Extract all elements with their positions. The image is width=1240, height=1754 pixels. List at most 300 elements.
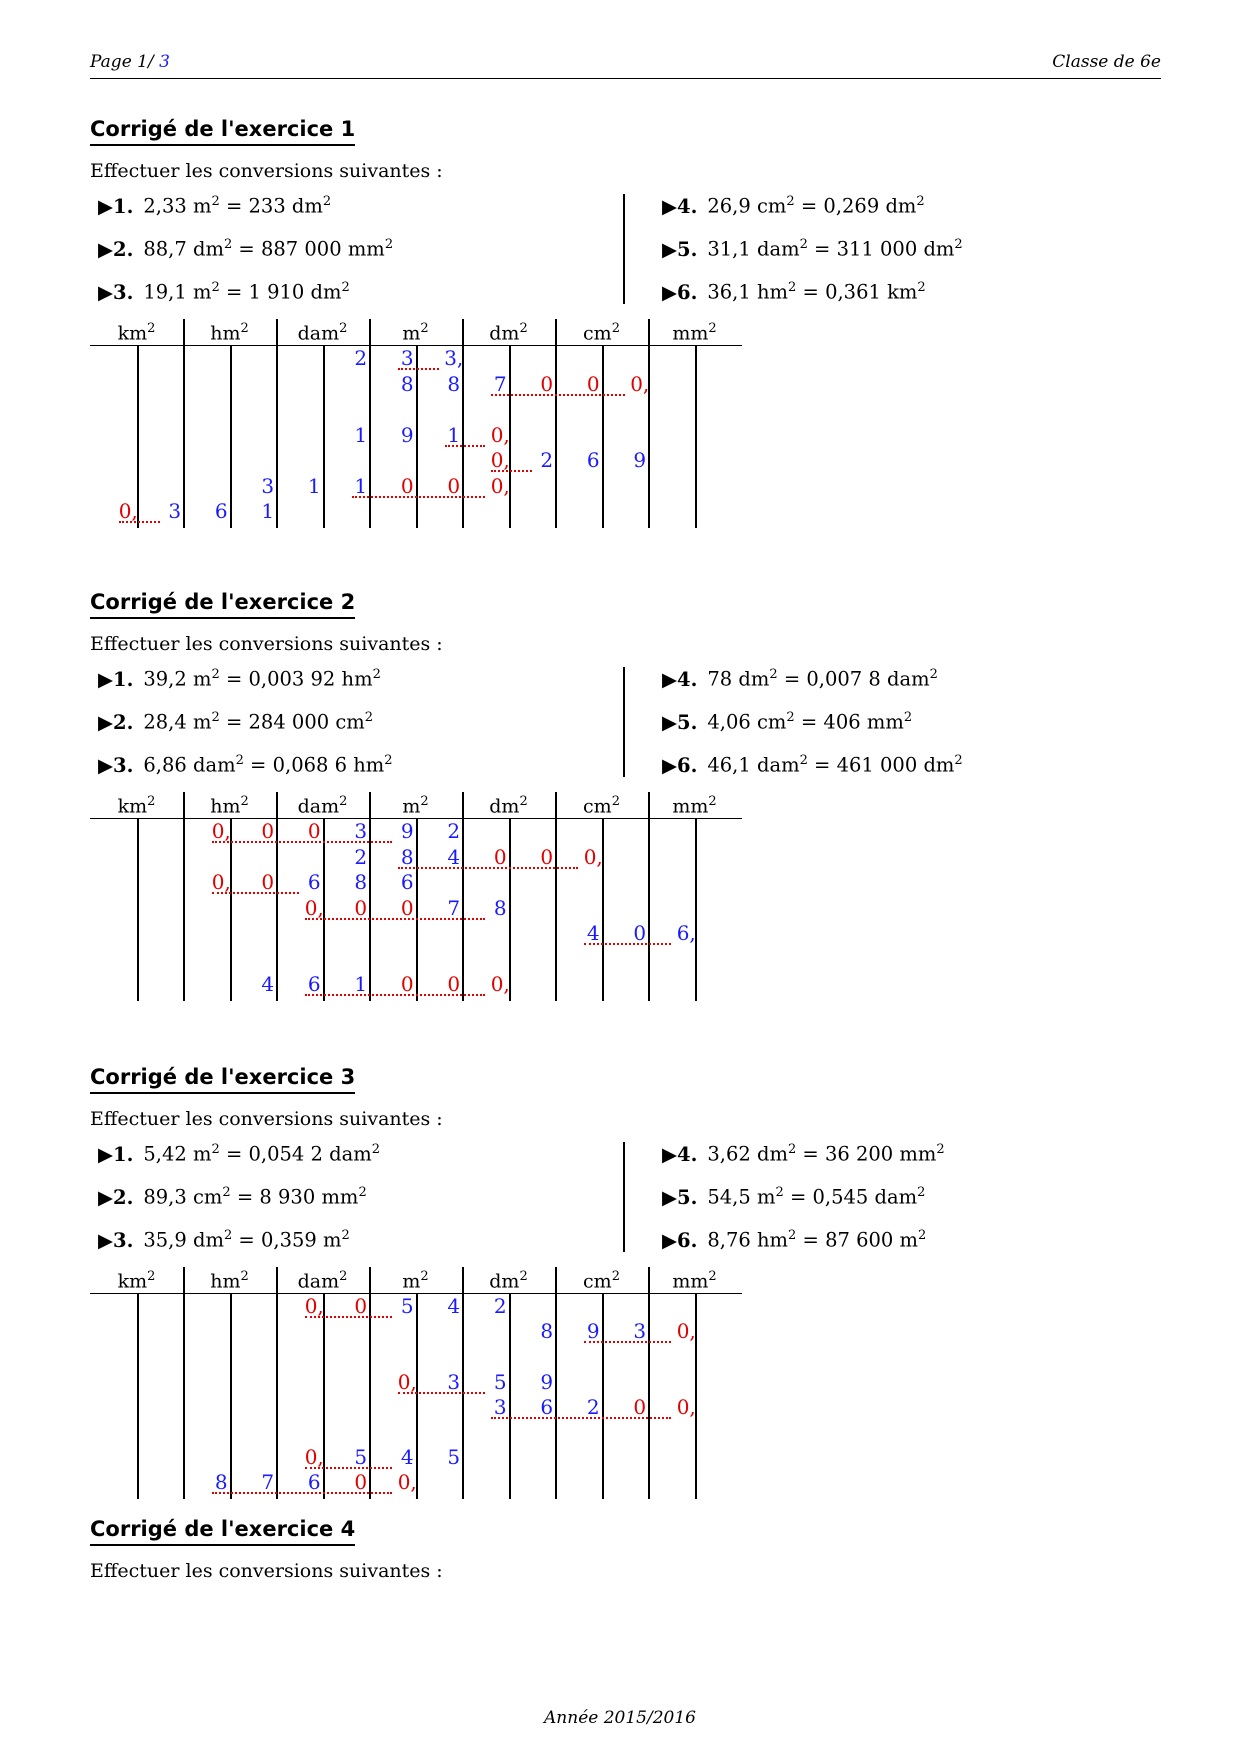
item-lhs-exponent: 2 xyxy=(769,667,778,682)
unit-exponent: 2 xyxy=(708,794,717,809)
item-rhs-exponent: 2 xyxy=(341,1228,350,1243)
digit-cell: 4 xyxy=(586,921,600,945)
column-header-mm2 xyxy=(648,1269,741,1292)
digit-cell: 6 xyxy=(540,1394,554,1419)
item-number-text: 4. xyxy=(677,667,698,691)
exercise-instruction: Effectuer les conversions suivantes : xyxy=(90,633,443,655)
conversion-item xyxy=(662,1142,945,1166)
conversion-item xyxy=(98,753,393,777)
unit-divider xyxy=(183,792,185,1001)
item-rhs: 0,054 2 dam xyxy=(248,1142,372,1166)
item-rhs: 87 600 m xyxy=(825,1228,918,1252)
column-separator xyxy=(623,194,625,304)
item-lhs: 31,1 dam xyxy=(707,237,800,261)
digit-cell: 5 xyxy=(400,1294,414,1318)
digit-divider xyxy=(137,1293,139,1499)
digit-cell: 0, xyxy=(211,819,231,843)
conversion-item xyxy=(98,194,331,218)
conversion-item xyxy=(662,667,938,691)
digit-cell: 0, xyxy=(490,972,510,996)
conversion-item xyxy=(662,194,925,218)
unit-label: dam xyxy=(297,795,340,818)
item-number-text: 5. xyxy=(677,1185,698,1209)
digit-cell: 2 xyxy=(493,1294,507,1318)
decimal-shift-arrow xyxy=(491,470,532,472)
item-lhs: 35,9 dm xyxy=(143,1228,224,1252)
item-lhs: 88,7 dm xyxy=(143,237,224,261)
item-lhs: 2,33 m xyxy=(143,194,212,218)
item-lhs-exponent: 2 xyxy=(786,194,795,209)
item-number-text: 4. xyxy=(677,1142,698,1166)
column-header-mm2 xyxy=(648,794,741,817)
item-number-text: 1. xyxy=(113,667,134,691)
conversion-item xyxy=(98,237,393,261)
unit-exponent: 2 xyxy=(240,1269,249,1284)
digit-cell: 4 xyxy=(261,972,275,996)
item-number: ▶1. xyxy=(98,667,134,691)
digit-cell: 0 xyxy=(586,371,600,396)
decimal-shift-arrow xyxy=(445,445,486,447)
digit-cell: 6, xyxy=(676,921,696,945)
item-lhs-exponent: 2 xyxy=(786,710,795,725)
item-number-text: 3. xyxy=(113,1228,134,1252)
digit-cell: 6 xyxy=(586,448,600,472)
item-lhs-exponent: 2 xyxy=(235,753,244,768)
digit-cell: 0 xyxy=(307,819,321,843)
class-label: Classe de 6e xyxy=(1052,52,1161,72)
item-lhs: 36,1 hm xyxy=(707,280,789,304)
decimal-shift-arrow xyxy=(305,918,485,920)
digit-cell: 6 xyxy=(307,972,321,996)
conversion-item xyxy=(98,280,350,304)
digit-cell: 7 xyxy=(493,371,507,396)
item-number: ▶4. xyxy=(662,194,698,218)
column-header-km2 xyxy=(90,321,183,344)
digit-cell: 2 xyxy=(586,1394,600,1419)
digit-divider xyxy=(137,818,139,1001)
item-number-text: 2. xyxy=(113,237,134,261)
item-rhs: 0,003 92 hm xyxy=(248,667,373,691)
digit-divider xyxy=(230,1293,232,1499)
column-header-hm2 xyxy=(183,794,276,817)
item-number: ▶2. xyxy=(98,710,134,734)
item-number: ▶5. xyxy=(662,1185,698,1209)
unit-divider xyxy=(183,319,185,528)
unit-divider xyxy=(555,792,557,1001)
exercise-4 xyxy=(90,1517,1161,1597)
item-rhs: 1 910 dm xyxy=(248,280,342,304)
digit-cell: 0, xyxy=(304,1445,324,1470)
decimal-shift-arrow xyxy=(352,496,486,498)
unit-divider xyxy=(555,319,557,528)
exercise-3 xyxy=(90,1065,1161,1495)
page-header xyxy=(90,52,1161,79)
exercise-2 xyxy=(90,590,1161,1010)
column-separator xyxy=(623,1142,625,1252)
item-lhs: 46,1 dam xyxy=(707,753,800,777)
equals-sign: = xyxy=(777,667,807,691)
digit-cell: 9 xyxy=(400,422,414,447)
unit-label: mm xyxy=(672,795,709,818)
unit-label: km xyxy=(117,1270,148,1293)
item-number: ▶5. xyxy=(662,710,698,734)
conversion-table xyxy=(90,317,742,528)
decimal-shift-arrow xyxy=(119,521,160,523)
item-number: ▶5. xyxy=(662,237,698,261)
item-lhs: 3,62 dm xyxy=(707,1142,788,1166)
digit-cell: 0 xyxy=(400,473,414,498)
unit-divider xyxy=(648,319,650,528)
item-rhs-exponent: 2 xyxy=(903,710,913,725)
item-lhs-exponent: 2 xyxy=(223,1228,233,1243)
digit-cell: 3, xyxy=(444,346,464,370)
equals-sign: = xyxy=(230,1185,260,1209)
digit-cell: 4 xyxy=(447,844,461,869)
digit-cell: 9 xyxy=(586,1319,600,1344)
item-rhs: 36 200 mm xyxy=(824,1142,937,1166)
column-header-dam2 xyxy=(276,321,369,344)
item-lhs-exponent: 2 xyxy=(211,667,220,682)
unit-exponent: 2 xyxy=(708,321,717,336)
conversion-item xyxy=(98,1142,380,1166)
item-rhs-exponent: 2 xyxy=(917,1228,927,1243)
column-header-dm2 xyxy=(462,794,555,817)
decimal-shift-arrow xyxy=(305,994,485,996)
item-lhs-exponent: 2 xyxy=(222,1185,231,1200)
unit-label: hm xyxy=(210,795,241,818)
equals-sign: = xyxy=(796,1142,825,1166)
item-number: ▶2. xyxy=(98,237,134,261)
item-number: ▶1. xyxy=(98,1142,134,1166)
item-number-text: 2. xyxy=(113,710,134,734)
digit-cell: 1 xyxy=(354,422,368,447)
item-number: ▶3. xyxy=(98,280,134,304)
digit-cell: 0 xyxy=(447,473,461,498)
unit-divider xyxy=(648,1267,650,1499)
conversion-item xyxy=(98,710,373,734)
item-lhs: 6,86 dam xyxy=(143,753,236,777)
item-rhs: 887 000 mm xyxy=(260,237,385,261)
item-lhs: 54,5 m xyxy=(707,1185,776,1209)
conversion-item xyxy=(662,1228,926,1252)
item-number-text: 2. xyxy=(113,1185,134,1209)
unit-exponent: 2 xyxy=(611,1269,620,1284)
item-lhs: 19,1 m xyxy=(143,280,212,304)
item-lhs: 78 dm xyxy=(707,667,770,691)
column-separator xyxy=(623,667,625,777)
item-rhs: 0,068 6 hm xyxy=(272,753,385,777)
equals-sign: = xyxy=(232,1228,261,1252)
decimal-shift-arrow xyxy=(305,1467,392,1469)
item-number-text: 5. xyxy=(677,237,698,261)
digit-cell: 1 xyxy=(307,473,321,498)
decimal-shift-arrow xyxy=(398,867,578,869)
equals-sign: = xyxy=(807,237,837,261)
item-number-text: 6. xyxy=(677,753,698,777)
item-lhs-exponent: 2 xyxy=(211,1142,220,1157)
unit-label: mm xyxy=(672,322,709,345)
item-rhs: 0,269 dm xyxy=(823,194,917,218)
digit-cell: 8 xyxy=(493,895,507,920)
digit-cell: 2 xyxy=(540,448,554,472)
unit-divider xyxy=(648,792,650,1001)
unit-exponent: 2 xyxy=(147,794,156,809)
digit-cell: 0, xyxy=(490,422,510,447)
unit-label: m xyxy=(402,1270,421,1293)
digit-cell: 0, xyxy=(397,1470,417,1495)
unit-divider xyxy=(183,1267,185,1499)
digit-cell: 0, xyxy=(304,1294,324,1318)
digit-cell: 8 xyxy=(447,371,461,396)
equals-sign: = xyxy=(219,710,249,734)
digit-cell: 0 xyxy=(493,844,507,869)
digit-cell: 0 xyxy=(447,972,461,996)
item-number-text: 4. xyxy=(677,194,698,218)
decimal-shift-arrow xyxy=(305,1316,392,1318)
digit-cell: 9 xyxy=(633,448,647,472)
item-number: ▶6. xyxy=(662,280,698,304)
unit-exponent: 2 xyxy=(147,321,156,336)
digit-cell: 5 xyxy=(493,1369,507,1394)
item-rhs-exponent: 2 xyxy=(916,194,925,209)
item-lhs-exponent: 2 xyxy=(775,1185,784,1200)
digit-cell: 6 xyxy=(307,870,321,894)
item-rhs-exponent: 2 xyxy=(372,667,381,682)
decimal-shift-arrow xyxy=(212,1492,392,1494)
item-number-text: 1. xyxy=(113,194,134,218)
digit-cell: 0, xyxy=(490,448,510,472)
digit-cell: 2 xyxy=(354,346,368,370)
conversion-item xyxy=(662,753,963,777)
conversion-item xyxy=(98,1185,367,1209)
item-lhs: 28,4 m xyxy=(143,710,212,734)
digit-cell: 1 xyxy=(354,473,368,498)
digit-cell: 0 xyxy=(633,921,647,945)
column-header-dm2 xyxy=(462,1269,555,1292)
equals-sign: = xyxy=(783,1185,813,1209)
item-rhs: 0,361 km xyxy=(825,280,918,304)
digit-cell: 8 xyxy=(354,870,368,894)
item-number-text: 3. xyxy=(113,753,134,777)
conversion-item xyxy=(662,237,963,261)
page-footer: Année 2015/2016 xyxy=(544,1708,696,1728)
digit-cell: 0, xyxy=(304,895,324,920)
unit-label: cm xyxy=(583,795,612,818)
item-lhs-exponent: 2 xyxy=(223,237,233,252)
unit-label: dam xyxy=(297,1270,340,1293)
item-lhs-exponent: 2 xyxy=(211,710,220,725)
digit-cell: 3 xyxy=(493,1394,507,1419)
exercise-title: Corrigé de l'exercice 1 xyxy=(90,117,355,146)
unit-label: cm xyxy=(583,322,612,345)
digit-cell: 0 xyxy=(354,895,368,920)
item-number-text: 6. xyxy=(677,1228,698,1252)
unit-exponent: 2 xyxy=(420,794,429,809)
item-rhs-exponent: 2 xyxy=(936,1142,945,1157)
item-lhs: 5,42 m xyxy=(143,1142,212,1166)
decimal-shift-arrow xyxy=(491,1417,671,1419)
item-rhs-exponent: 2 xyxy=(384,753,393,768)
digit-divider xyxy=(230,818,232,1001)
item-rhs-exponent: 2 xyxy=(954,753,963,768)
digit-divider xyxy=(323,345,325,528)
item-rhs-exponent: 2 xyxy=(954,237,963,252)
decimal-shift-arrow xyxy=(398,368,439,370)
equals-sign: = xyxy=(219,194,249,218)
item-lhs: 39,2 m xyxy=(143,667,212,691)
item-rhs-exponent: 2 xyxy=(364,710,374,725)
digit-cell: 3 xyxy=(354,819,368,843)
item-lhs-exponent: 2 xyxy=(211,194,220,209)
digit-cell: 6 xyxy=(214,499,228,523)
digit-cell: 7 xyxy=(261,1470,275,1495)
decimal-shift-arrow xyxy=(584,1341,671,1343)
column-header-cm2 xyxy=(555,321,648,344)
unit-exponent: 2 xyxy=(420,1269,429,1284)
page-number: Page 1/ 3 xyxy=(90,52,170,72)
digit-cell: 8 xyxy=(214,1470,228,1495)
digit-cell: 3 xyxy=(400,346,414,370)
decimal-shift-arrow xyxy=(398,1392,485,1394)
conversion-item xyxy=(98,667,381,691)
equals-sign: = xyxy=(232,237,261,261)
digit-cell: 0 xyxy=(400,895,414,920)
item-rhs-exponent: 2 xyxy=(322,194,332,209)
item-lhs-exponent: 2 xyxy=(787,1142,797,1157)
item-number: ▶3. xyxy=(98,753,134,777)
digit-cell: 5 xyxy=(447,1445,461,1470)
digit-cell: 0 xyxy=(400,972,414,996)
conversion-item xyxy=(662,710,912,734)
unit-exponent: 2 xyxy=(519,1269,528,1284)
digit-cell: 0, xyxy=(397,1369,417,1394)
conversion-item xyxy=(98,1228,350,1252)
unit-exponent: 2 xyxy=(339,1269,348,1284)
digit-cell: 0, xyxy=(630,371,650,396)
item-lhs-exponent: 2 xyxy=(211,280,220,295)
item-rhs-exponent: 2 xyxy=(384,237,394,252)
unit-exponent: 2 xyxy=(420,321,429,336)
digit-cell: 0, xyxy=(118,499,138,523)
column-header-hm2 xyxy=(183,1269,276,1292)
item-lhs: 8,76 hm xyxy=(707,1228,789,1252)
equals-sign: = xyxy=(219,280,249,304)
digit-cell: 5 xyxy=(354,1445,368,1470)
equals-sign: = xyxy=(219,667,249,691)
item-lhs: 4,06 cm xyxy=(707,710,787,734)
equals-sign: = xyxy=(796,1228,826,1252)
unit-label: mm xyxy=(672,1270,709,1293)
item-number-text: 3. xyxy=(113,280,134,304)
item-rhs: 8 930 mm xyxy=(259,1185,359,1209)
page-total-link[interactable]: 3 xyxy=(159,52,170,72)
item-lhs-exponent: 2 xyxy=(799,753,808,768)
column-header-m2 xyxy=(369,1269,462,1292)
digit-cell: 0 xyxy=(633,1394,647,1419)
item-rhs-exponent: 2 xyxy=(341,280,350,295)
column-header-mm2 xyxy=(648,321,741,344)
column-header-hm2 xyxy=(183,321,276,344)
item-lhs: 89,3 cm xyxy=(143,1185,223,1209)
conversion-table xyxy=(90,1265,742,1499)
conversion-item xyxy=(662,1185,925,1209)
item-number-text: 1. xyxy=(113,1142,134,1166)
decimal-shift-arrow xyxy=(491,394,625,396)
unit-exponent: 2 xyxy=(339,794,348,809)
item-number: ▶3. xyxy=(98,1228,134,1252)
unit-label: hm xyxy=(210,322,241,345)
unit-exponent: 2 xyxy=(240,321,249,336)
unit-exponent: 2 xyxy=(519,794,528,809)
digit-cell: 6 xyxy=(307,1470,321,1495)
unit-divider xyxy=(276,1267,278,1499)
exercise-1 xyxy=(90,117,1161,537)
item-lhs: 26,9 cm xyxy=(707,194,787,218)
item-rhs: 0,007 8 dam xyxy=(806,667,930,691)
item-number: ▶2. xyxy=(98,1185,134,1209)
digit-cell: 0, xyxy=(676,1394,696,1419)
digit-cell: 3 xyxy=(633,1319,647,1344)
column-header-dm2 xyxy=(462,321,555,344)
digit-cell: 0 xyxy=(540,844,554,869)
exercise-instruction: Effectuer les conversions suivantes : xyxy=(90,1108,443,1130)
digit-cell: 0, xyxy=(583,844,603,869)
conversion-item xyxy=(662,280,926,304)
digit-divider xyxy=(695,818,697,1001)
decimal-shift-arrow xyxy=(212,892,299,894)
digit-cell: 0, xyxy=(211,870,231,894)
digit-cell: 1 xyxy=(447,422,461,447)
item-rhs-exponent: 2 xyxy=(358,1185,367,1200)
item-rhs: 406 mm xyxy=(823,710,904,734)
digit-cell: 3 xyxy=(447,1369,461,1394)
item-number-text: 5. xyxy=(677,710,698,734)
digit-cell: 8 xyxy=(400,844,414,869)
item-rhs: 311 000 dm xyxy=(836,237,955,261)
equals-sign: = xyxy=(796,280,826,304)
digit-cell: 3 xyxy=(168,499,182,523)
unit-label: dam xyxy=(297,322,340,345)
item-rhs: 0,545 dam xyxy=(812,1185,918,1209)
digit-cell: 0, xyxy=(676,1319,696,1344)
digit-cell: 8 xyxy=(400,371,414,396)
item-lhs-exponent: 2 xyxy=(788,280,797,295)
column-header-dam2 xyxy=(276,794,369,817)
digit-cell: 4 xyxy=(400,1445,414,1470)
unit-label: hm xyxy=(210,1270,241,1293)
item-number: ▶6. xyxy=(662,753,698,777)
column-header-cm2 xyxy=(555,1269,648,1292)
digit-cell: 6 xyxy=(400,870,414,894)
item-rhs: 233 dm xyxy=(248,194,323,218)
item-number: ▶4. xyxy=(662,667,698,691)
digit-cell: 1 xyxy=(354,972,368,996)
decimal-shift-arrow xyxy=(584,943,671,945)
unit-exponent: 2 xyxy=(339,321,348,336)
digit-cell: 0 xyxy=(354,1294,368,1318)
item-rhs: 284 000 cm xyxy=(248,710,365,734)
item-rhs: 461 000 dm xyxy=(836,753,955,777)
unit-exponent: 2 xyxy=(147,1269,156,1284)
digit-divider xyxy=(695,345,697,528)
equals-sign: = xyxy=(807,753,837,777)
digit-cell: 4 xyxy=(447,1294,461,1318)
item-lhs-exponent: 2 xyxy=(788,1228,797,1243)
unit-label: m xyxy=(402,322,421,345)
equals-sign: = xyxy=(794,194,824,218)
conversion-table xyxy=(90,790,742,1001)
item-number-text: 6. xyxy=(677,280,698,304)
